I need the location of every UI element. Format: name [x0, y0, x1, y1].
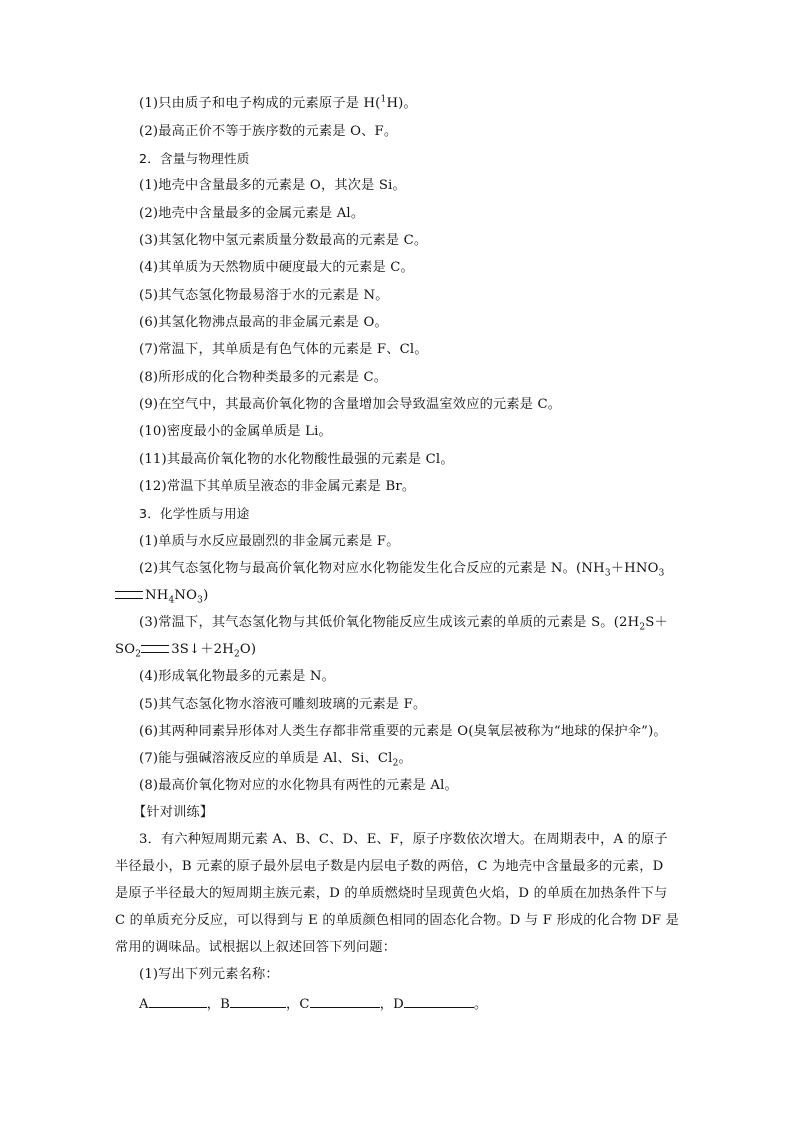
- blank-label: 。: [473, 997, 488, 1012]
- item-line: (8)最高价氧化物对应的水化物具有两性的元素是 Al。: [139, 778, 458, 793]
- item-line: (7)常温下，其单质是有色气体的元素是 F、Cl。: [139, 342, 428, 357]
- item-line: (4)其单质为天然物质中硬度最大的元素是 C。: [139, 260, 414, 275]
- blank-label: ，D: [379, 997, 404, 1012]
- answer-blank-d[interactable]: [404, 995, 474, 1008]
- question-line: 常用的调味品。试根据以上叙述回答下列问题：: [115, 940, 397, 955]
- text: ): [203, 588, 209, 603]
- item-line: [139, 96, 417, 112]
- blank-label: A: [139, 997, 149, 1012]
- text: NO: [174, 588, 198, 603]
- text: (3)常温下，其气态氢化物与其低价氧化物能反应生成该元素的单质的元素是 S。(2H: [139, 615, 640, 630]
- text: O): [239, 642, 257, 657]
- answer-blank-a[interactable]: [149, 995, 207, 1008]
- equals-sign-icon: [141, 645, 169, 653]
- item-line-continued: [115, 642, 256, 658]
- item-line: [139, 561, 665, 577]
- question-line: C 的单质充分反应，可以得到与 E 的单质颜色相同的固态化合物。D 与 F 形成的化合物 DF 是: [115, 913, 680, 928]
- item-line: (6)其两种同素异形体对人类生存都非常重要的元素是 O(臭氧层被称为“地球的保护伞”)。: [139, 724, 667, 739]
- section-heading: 2．含量与物理性质: [139, 151, 250, 166]
- text: (1)只由质子和电子构成的元素原子是 H(: [139, 96, 381, 111]
- subscript: 3: [197, 595, 204, 606]
- answer-blanks: [139, 995, 487, 1013]
- text: SO: [115, 642, 136, 657]
- item-line: (1)单质与水反应最剧烈的非金属元素是 F。: [139, 534, 400, 549]
- section-heading: 3．化学性质与用途: [139, 506, 250, 521]
- item-line: (5)其气态氢化物最易溶于水的元素是 N。: [139, 288, 389, 303]
- subscript: 4: [168, 595, 175, 606]
- question-line: 3．有六种短周期元素 A、B、C、D、E、F，原子序数依次增大。在周期表中，A 的原子: [139, 832, 668, 847]
- text: H)。: [386, 96, 417, 111]
- item-line: (4)形成氧化物最多的元素是 N。: [139, 669, 336, 684]
- text: (2)其气态氢化物与最高价氧化物对应水化物能发生化合反应的元素是 N。(NH: [139, 561, 605, 576]
- superscript: 1: [380, 94, 387, 105]
- text: (7)能与强碱溶液反应的单质是 Al、Si、Cl: [139, 751, 393, 766]
- item-line: (9)在空气中，其最高价氧化物的含量增加会导致温室效应的元素是 C。: [139, 397, 562, 412]
- subscript: 2: [392, 758, 399, 769]
- item-line: (2)最高正价不等于族序数的元素是 O、F。: [139, 124, 398, 139]
- item-line: (2)地壳中含量最多的金属元素是 Al。: [139, 206, 365, 221]
- question-line: 半径最小，B 元素的原子最外层电子数是内层电子数的两倍，C 为地壳中含量最多的元素，D: [115, 859, 664, 874]
- text: S＋: [645, 615, 668, 630]
- text: ＋HNO: [610, 561, 659, 576]
- text: 3S↓＋2H: [171, 642, 234, 657]
- training-title: 【针对训练】: [133, 805, 214, 820]
- subscript: 2: [233, 649, 240, 660]
- subscript: 2: [135, 649, 142, 660]
- blank-label: ，C: [286, 997, 310, 1012]
- item-line: (11)其最高价氧化物的水化物酸性最强的元素是 Cl。: [139, 452, 454, 467]
- subscript: 3: [658, 568, 665, 579]
- item-line: (1)地壳中含量最多的元素是 O，其次是 Si。: [139, 178, 406, 193]
- item-line: (10)密度最小的金属单质是 Li。: [139, 424, 332, 439]
- item-line: (3)其氢化物中氢元素质量分数最高的元素是 C。: [139, 233, 428, 248]
- item-line: (12)常温下其单质呈液态的非金属元素是 Br。: [139, 479, 416, 494]
- answer-blank-b[interactable]: [230, 995, 286, 1008]
- item-line: (5)其气态氢化物水溶液可雕刻玻璃的元素是 F。: [139, 697, 427, 712]
- item-line: [139, 615, 668, 631]
- text: 。: [398, 751, 412, 766]
- equals-sign-icon: [115, 591, 143, 599]
- text: NH: [145, 588, 169, 603]
- item-line-continued: [115, 588, 208, 604]
- subscript: 3: [604, 568, 611, 579]
- item-line: (6)其氢化物沸点最高的非金属元素是 O。: [139, 315, 388, 330]
- subscript: 2: [639, 622, 646, 633]
- blank-label: ，B: [206, 997, 231, 1012]
- item-line: [139, 751, 412, 767]
- sub-question: (1)写出下列元素名称：: [139, 967, 279, 982]
- question-line: 是原子半径最大的短周期主族元素，D 的单质燃烧时呈现黄色火焰，D 的单质在加热条件下与: [115, 886, 668, 901]
- item-line: (8)所形成的化合物种类最多的元素是 C。: [139, 370, 388, 385]
- answer-blank-c[interactable]: [310, 995, 380, 1008]
